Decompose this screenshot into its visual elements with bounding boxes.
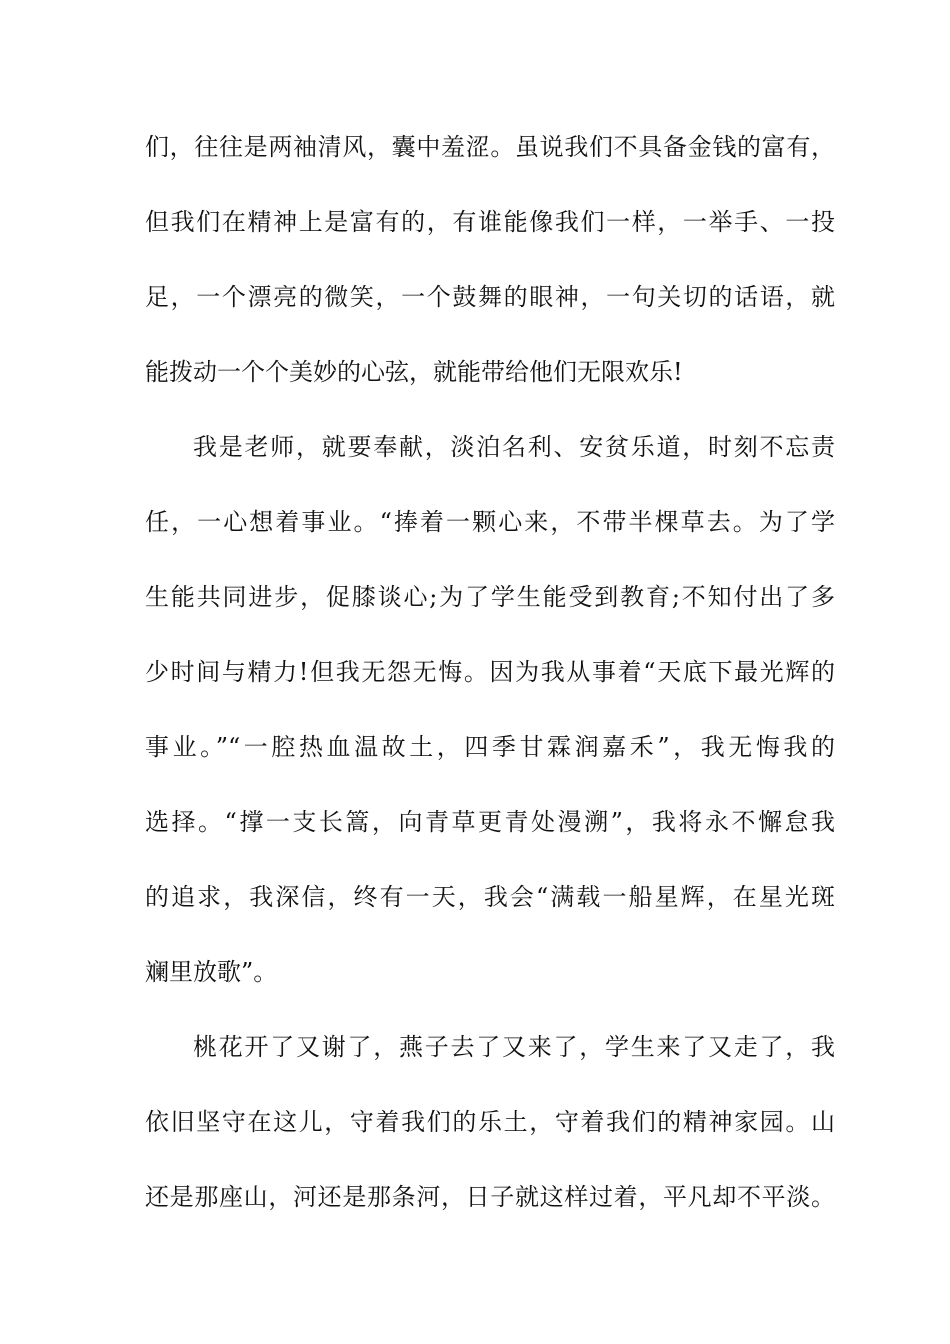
- text-line: 斓里放歌”。: [145, 958, 278, 986]
- paragraph-first-line: 我是老师，就要奉献，淡泊名利、安贫乐道，时刻不忘责: [193, 433, 835, 461]
- text-line: 生能共同进步，促膝谈心;为了学生能受到教育;不知付出了多: [145, 583, 835, 611]
- body-text: [145, 127, 835, 1252]
- text-line: 足，一个漂亮的微笑，一个鼓舞的眼神，一句关切的话语，就: [145, 283, 835, 311]
- text-line: 还是那座山，河还是那条河，日子就这样过着，平凡却不平淡。: [145, 1183, 835, 1211]
- text-line: 事业。”“一腔热血温故土，四季甘霖润嘉禾”，我无悔我的: [145, 733, 835, 761]
- text-line: 能拨动一个个美妙的心弦，就能带给他们无限欢乐!: [145, 358, 683, 386]
- paragraph-first-line: 桃花开了又谢了，燕子去了又来了，学生来了又走了，我: [193, 1033, 835, 1061]
- text-line: 但我们在精神上是富有的，有谁能像我们一样，一举手、一投: [145, 208, 835, 236]
- text-line: 少时间与精力!但我无怨无悔。因为我从事着“天底下最光辉的: [145, 658, 835, 686]
- text-line: 们，往往是两袖清风，囊中羞涩。虽说我们不具备金钱的富有，: [145, 133, 835, 161]
- text-line: 的追求，我深信，终有一天，我会“满载一船星辉，在星光斑: [145, 883, 835, 911]
- text-line: 选择。“撑一支长篙，向青草更青处漫溯”，我将永不懈怠我: [145, 808, 835, 836]
- text-line: 任，一心想着事业。“捧着一颗心来，不带半棵草去。为了学: [145, 508, 835, 536]
- text-line: 依旧坚守在这儿，守着我们的乐土，守着我们的精神家园。山: [145, 1108, 835, 1136]
